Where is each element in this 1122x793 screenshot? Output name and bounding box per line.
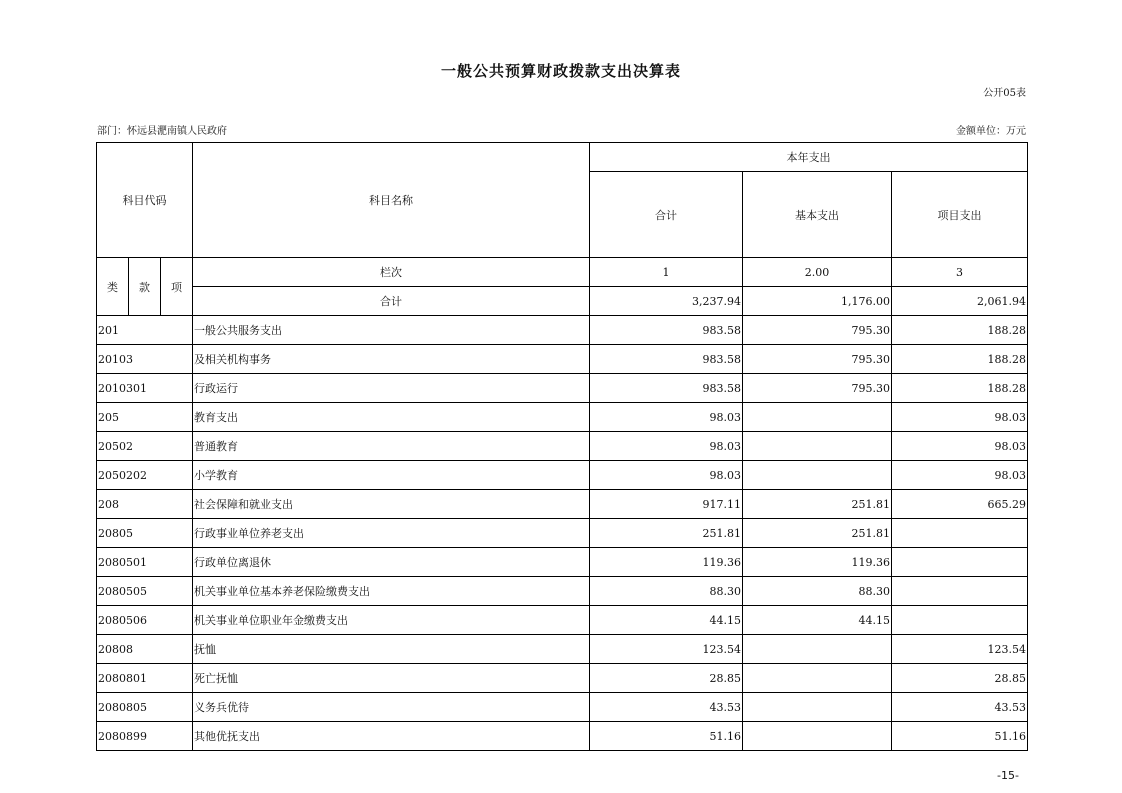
row-total: 119.36 [590,548,743,577]
row-code: 2080505 [97,577,193,606]
row-name: 义务兵优待 [193,693,590,722]
row-total: 983.58 [590,316,743,345]
row-code: 2080501 [97,548,193,577]
row-code: 20103 [97,345,193,374]
row-basic: 251.81 [743,490,892,519]
row-total: 43.53 [590,693,743,722]
row-basic [743,722,892,751]
header-project: 项目支出 [892,172,1028,258]
page-title: 一般公共预算财政拨款支出决算表 [440,62,681,80]
row-basic [743,403,892,432]
row-total: 28.85 [590,664,743,693]
row-project [892,519,1028,548]
row-code: 205 [97,403,193,432]
row-total: 98.03 [590,403,743,432]
row-basic [743,664,892,693]
summary-project: 2,061.94 [892,287,1028,316]
row-name: 教育支出 [193,403,590,432]
table-row [97,345,1028,374]
row-name: 行政运行 [193,374,590,403]
form-number: 公开05表 [983,88,1026,99]
header-lei: 类 [97,258,129,316]
summary-total: 3,237.94 [590,287,743,316]
row-basic [743,461,892,490]
row-code: 20805 [97,519,193,548]
row-project [892,577,1028,606]
row-name: 一般公共服务支出 [193,316,590,345]
row-code: 208 [97,490,193,519]
row-project: 43.53 [892,693,1028,722]
header-kuan: 款 [129,258,161,316]
row-total: 983.58 [590,374,743,403]
row-code: 2010301 [97,374,193,403]
row-name: 普通教育 [193,432,590,461]
row-basic: 795.30 [743,316,892,345]
row-total: 51.16 [590,722,743,751]
row-total: 88.30 [590,577,743,606]
row-total: 251.81 [590,519,743,548]
table-row [97,606,1028,635]
table-row [97,548,1028,577]
summary-basic: 1,176.00 [743,287,892,316]
table-row [97,664,1028,693]
header-this-year: 本年支出 [590,143,1028,172]
header-total: 合计 [590,172,743,258]
table-row [97,693,1028,722]
summary-row [97,287,1028,316]
row-name: 行政事业单位养老支出 [193,519,590,548]
expenditure-table [96,142,1028,751]
row-project: 188.28 [892,316,1028,345]
table-row [97,403,1028,432]
department-label: 部门：怀远县淝南镇人民政府 [97,126,227,137]
row-project [892,548,1028,577]
header-code: 科目代码 [97,143,193,258]
row-basic: 251.81 [743,519,892,548]
row-name: 社会保障和就业支出 [193,490,590,519]
row-code: 20502 [97,432,193,461]
row-name: 小学教育 [193,461,590,490]
row-total: 98.03 [590,461,743,490]
row-total: 44.15 [590,606,743,635]
header-name: 科目名称 [193,143,590,258]
table-row [97,519,1028,548]
row-code: 20808 [97,635,193,664]
row-project: 665.29 [892,490,1028,519]
row-code: 2080805 [97,693,193,722]
row-basic [743,693,892,722]
row-project: 51.16 [892,722,1028,751]
table-row [97,722,1028,751]
row-project: 98.03 [892,461,1028,490]
row-total: 983.58 [590,345,743,374]
row-name: 其他优抚支出 [193,722,590,751]
row-basic: 44.15 [743,606,892,635]
summary-label: 合计 [193,287,590,316]
row-basic [743,432,892,461]
row-project: 188.28 [892,345,1028,374]
row-name: 抚恤 [193,635,590,664]
table-row [97,490,1028,519]
row-name: 行政单位离退休 [193,548,590,577]
row-total: 917.11 [590,490,743,519]
table-row [97,577,1028,606]
row-project [892,606,1028,635]
row-basic [743,635,892,664]
header-col2: 2.00 [743,258,892,287]
table-row [97,461,1028,490]
row-name: 及相关机构事务 [193,345,590,374]
row-code: 201 [97,316,193,345]
row-project: 188.28 [892,374,1028,403]
row-basic: 795.30 [743,345,892,374]
row-name: 死亡抚恤 [193,664,590,693]
row-basic: 88.30 [743,577,892,606]
header-col1: 1 [590,258,743,287]
page-number: -15- [997,769,1019,782]
table-row [97,374,1028,403]
row-project: 123.54 [892,635,1028,664]
row-code: 2050202 [97,461,193,490]
row-basic: 119.36 [743,548,892,577]
row-total: 123.54 [590,635,743,664]
row-total: 98.03 [590,432,743,461]
row-code: 2080899 [97,722,193,751]
table-row [97,316,1028,345]
row-project: 28.85 [892,664,1028,693]
row-name: 机关事业单位职业年金缴费支出 [193,606,590,635]
row-code: 2080801 [97,664,193,693]
row-basic: 795.30 [743,374,892,403]
header-col3: 3 [892,258,1028,287]
row-code: 2080506 [97,606,193,635]
amount-unit-label: 金额单位：万元 [956,126,1026,137]
table-row [97,432,1028,461]
header-column-no: 栏次 [193,258,590,287]
header-basic: 基本支出 [743,172,892,258]
table-row [97,635,1028,664]
row-project: 98.03 [892,403,1028,432]
row-name: 机关事业单位基本养老保险缴费支出 [193,577,590,606]
header-xiang: 项 [161,258,193,316]
row-project: 98.03 [892,432,1028,461]
